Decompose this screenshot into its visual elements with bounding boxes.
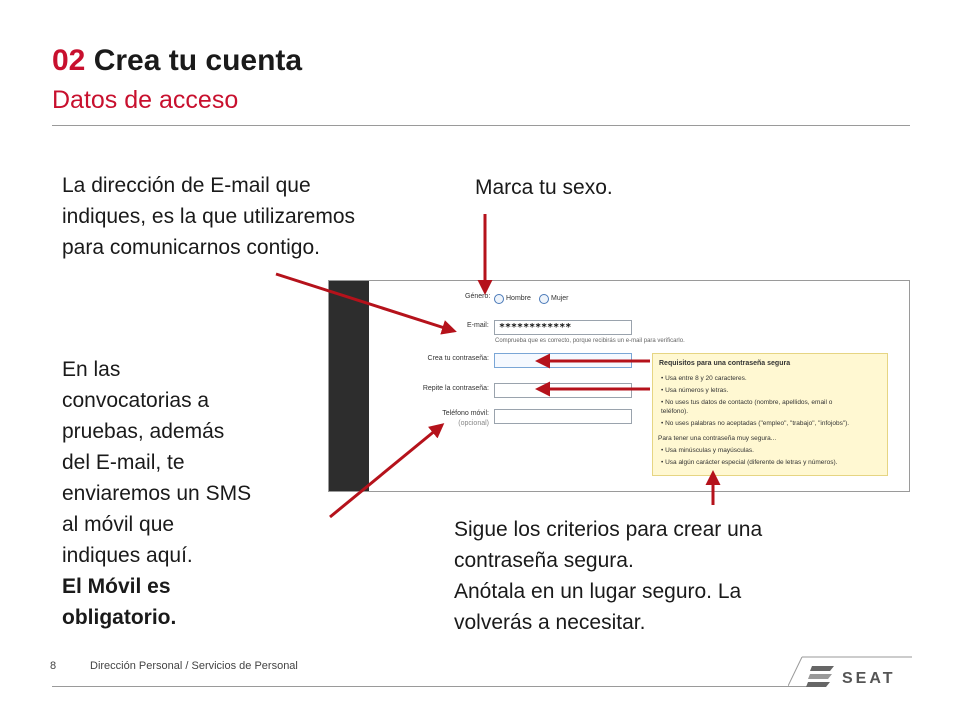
footer-divider (52, 686, 808, 687)
gender-label: Género: (465, 293, 491, 300)
note-line-bold: obligatorio. (62, 606, 177, 629)
title-text: Crea tu cuenta (93, 44, 303, 77)
radio-hombre-label: Hombre (506, 295, 531, 302)
seat-wordmark: SEAT (842, 670, 896, 687)
phone-label: Teléfono móvil: (442, 410, 489, 417)
requirement-item: • Usa números y letras. (661, 387, 729, 394)
note-line: En las (62, 358, 121, 381)
section-number: 02 (52, 44, 86, 77)
arrow-to-phone (330, 425, 442, 517)
requirements-extra-title: Para tener una contraseña muy segura... (658, 435, 777, 442)
slide-subtitle: Datos de acceso (52, 86, 239, 114)
note-line: indiques, es la que utilizaremos (62, 205, 355, 228)
note-line: Anótala en un lugar seguro. La (454, 580, 742, 603)
note-line: enviaremos un SMS (62, 482, 252, 505)
note-line: La dirección de E-mail que (62, 174, 311, 197)
repeat-password-label: Repite la contraseña: (422, 385, 489, 392)
email-value: ************ (499, 322, 572, 333)
requirement-item: • Usa entre 8 y 20 caracteres. (661, 375, 747, 382)
note-line: volverás a necesitar. (454, 611, 646, 634)
note-line: al móvil que (62, 513, 175, 536)
phone-optional-label: (opcional) (458, 420, 489, 427)
requirement-item: • No uses tus datos de contacto (nombre, apellidos, email o (661, 399, 833, 406)
page-number: 8 (50, 660, 57, 672)
requirement-item: • No uses palabras no aceptadas ("empleo", "trabajo", "infojobs"). (661, 420, 850, 427)
requirement-item: • Usa algún carácter especial (diferente de letras y números). (661, 459, 838, 466)
requirements-title: Requisitos para una contraseña segura (659, 360, 791, 367)
note-line: indiques aquí. (62, 544, 193, 567)
note-line-bold: El Móvil es (62, 575, 171, 598)
note-line: contraseña segura. (454, 549, 634, 572)
seat-s-emblem-icon (806, 666, 834, 687)
note-line: convocatorias a (62, 389, 210, 412)
arrow-to-email (276, 274, 454, 331)
footer-text: Dirección Personal / Servicios de Personal (90, 660, 298, 672)
email-hint: Comprueba que es correcto, porque recibirás un e-mail para verificarlo. (495, 338, 685, 344)
seat-logo (788, 656, 912, 690)
note-line: del E-mail, te (62, 451, 185, 474)
email-label: E-mail: (467, 322, 489, 329)
note-line: pruebas, además (62, 420, 225, 443)
radio-mujer-label: Mujer (551, 295, 569, 302)
note-line: Marca tu sexo. (475, 176, 613, 199)
requirement-item: • Usa minúsculas y mayúsculas. (661, 447, 754, 454)
requirement-item: teléfono). (661, 408, 689, 415)
password-label: Crea tu contraseña: (427, 355, 489, 362)
note-line: para comunicarnos contigo. (62, 236, 320, 259)
note-line: Sigue los criterios para crear una (454, 518, 763, 541)
